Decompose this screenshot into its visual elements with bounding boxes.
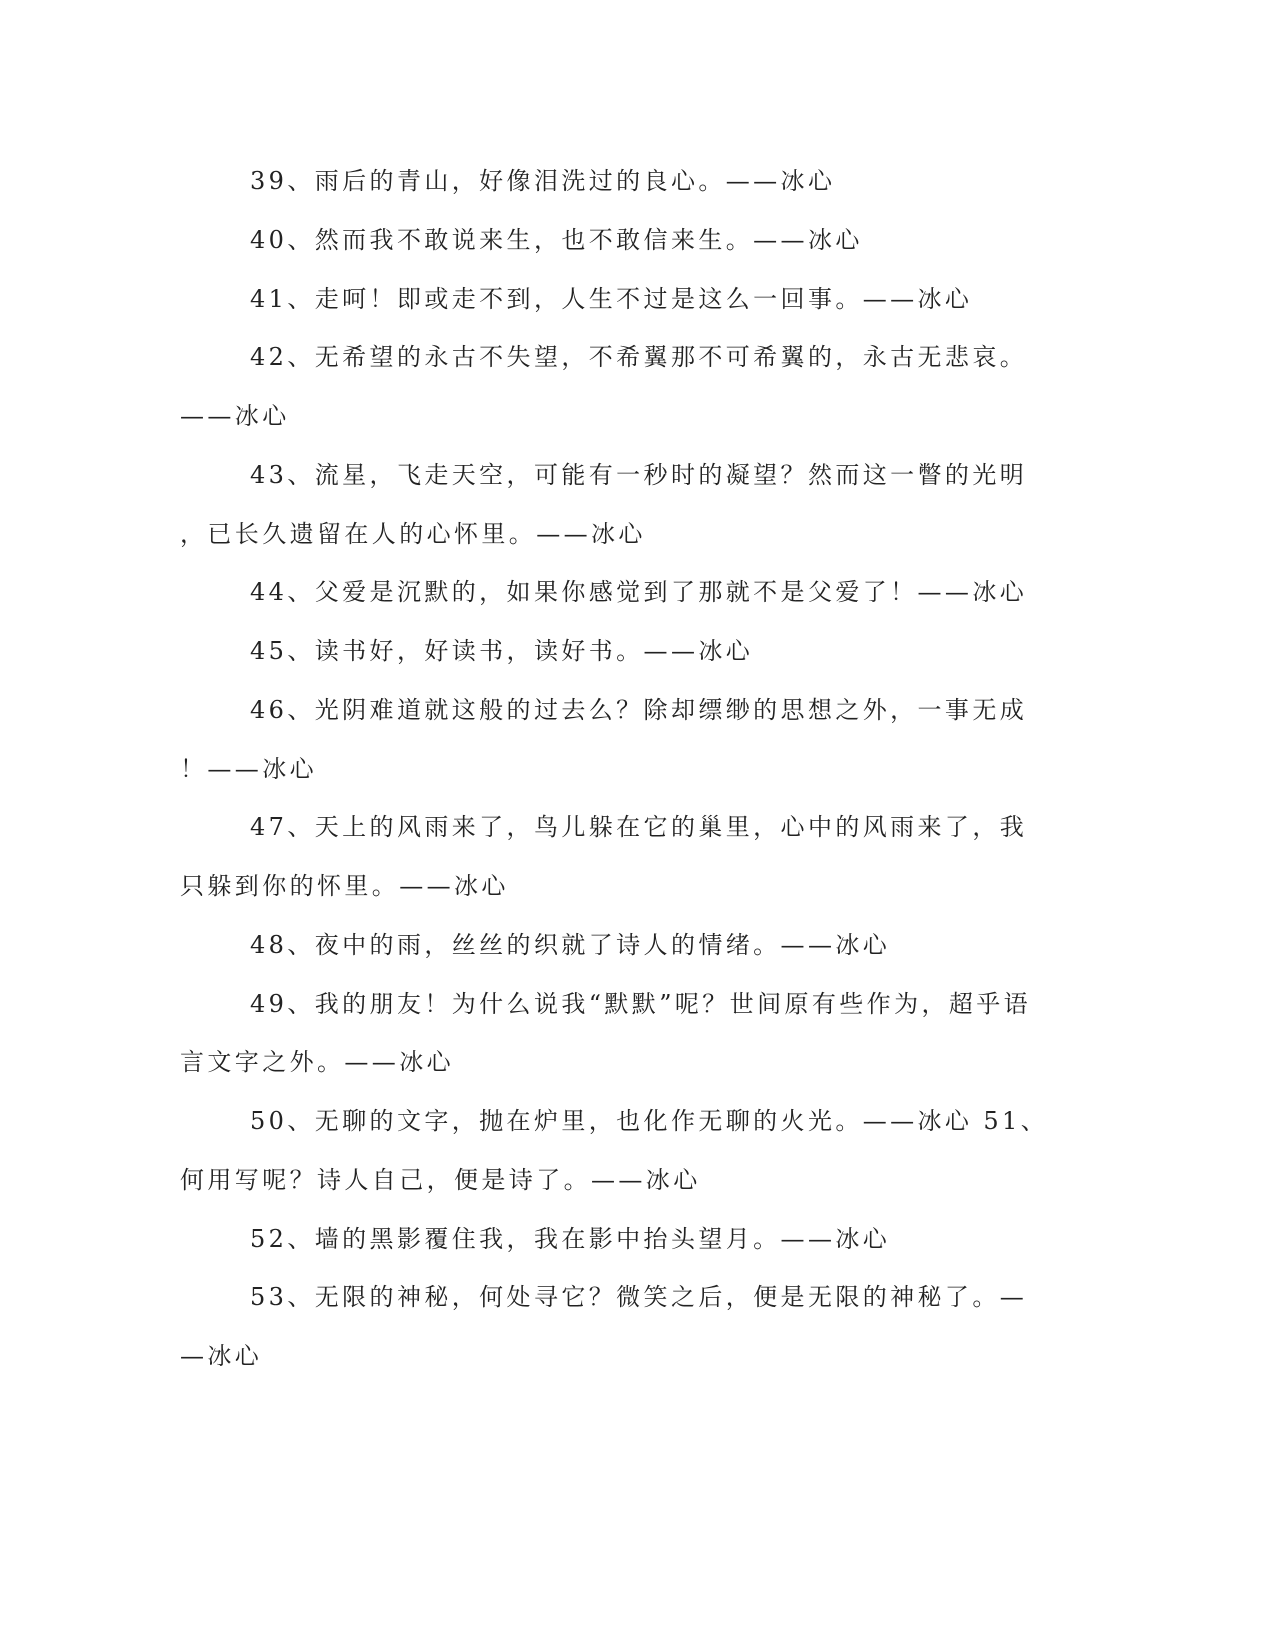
- quote-line: 47、天上的风雨来了，鸟儿躲在它的巢里，心中的风雨来了，我: [250, 813, 1028, 842]
- quote-line: 45、读书好，好读书，读好书。——冰心: [250, 637, 754, 665]
- quote-line: 52、墙的黑影覆住我，我在影中抬头望月。——冰心: [250, 1224, 891, 1253]
- quote-continuation-line: ——冰心: [180, 402, 290, 430]
- quote-line: 43、流星，飞走天空，可能有一秒时的凝望？然而这一瞥的光明: [250, 460, 1028, 489]
- quote-line: 46、光阴难道就这般的过去么？除却缥缈的思想之外，一事无成: [250, 695, 1028, 724]
- quote-continuation-line: ，已长久遗留在人的心怀里。——冰心: [180, 519, 646, 548]
- quote-line: 39、雨后的青山，好像泪洗过的良心。——冰心: [250, 167, 836, 195]
- quote-continuation-line: —冰心: [180, 1342, 263, 1370]
- quote-line: 41、走呵！即或走不到，人生不过是这么一回事。——冰心: [250, 284, 973, 313]
- quote-line: 53、无限的神秘，何处寻它？微笑之后，便是无限的神秘了。—: [250, 1283, 1028, 1312]
- quote-line: 49、我的朋友！为什么说我“默默”呢？世间原有些作为，超乎语: [250, 989, 1032, 1018]
- quote-continuation-line: 只躲到你的怀里。——冰心: [180, 872, 509, 900]
- quote-line: 48、夜中的雨，丝丝的织就了诗人的情绪。——冰心: [250, 930, 891, 959]
- quote-line: 40、然而我不敢说来生，也不敢信来生。——冰心: [250, 225, 863, 254]
- quote-continuation-line: ！——冰心: [180, 754, 317, 783]
- quote-line: 42、无希望的永古不失望，不希翼那不可希翼的，永古无悲哀。: [250, 343, 1028, 372]
- quote-continuation-line: 言文字之外。——冰心: [180, 1048, 454, 1077]
- quote-continuation-line: 何用写呢？诗人自己，便是诗了。——冰心: [180, 1165, 701, 1194]
- quote-line: 44、父爱是沉默的，如果你感觉到了那就不是父爱了！——冰心: [250, 578, 1028, 607]
- quote-line: 50、无聊的文字，抛在炉里，也化作无聊的火光。——冰心 51、: [250, 1107, 1049, 1135]
